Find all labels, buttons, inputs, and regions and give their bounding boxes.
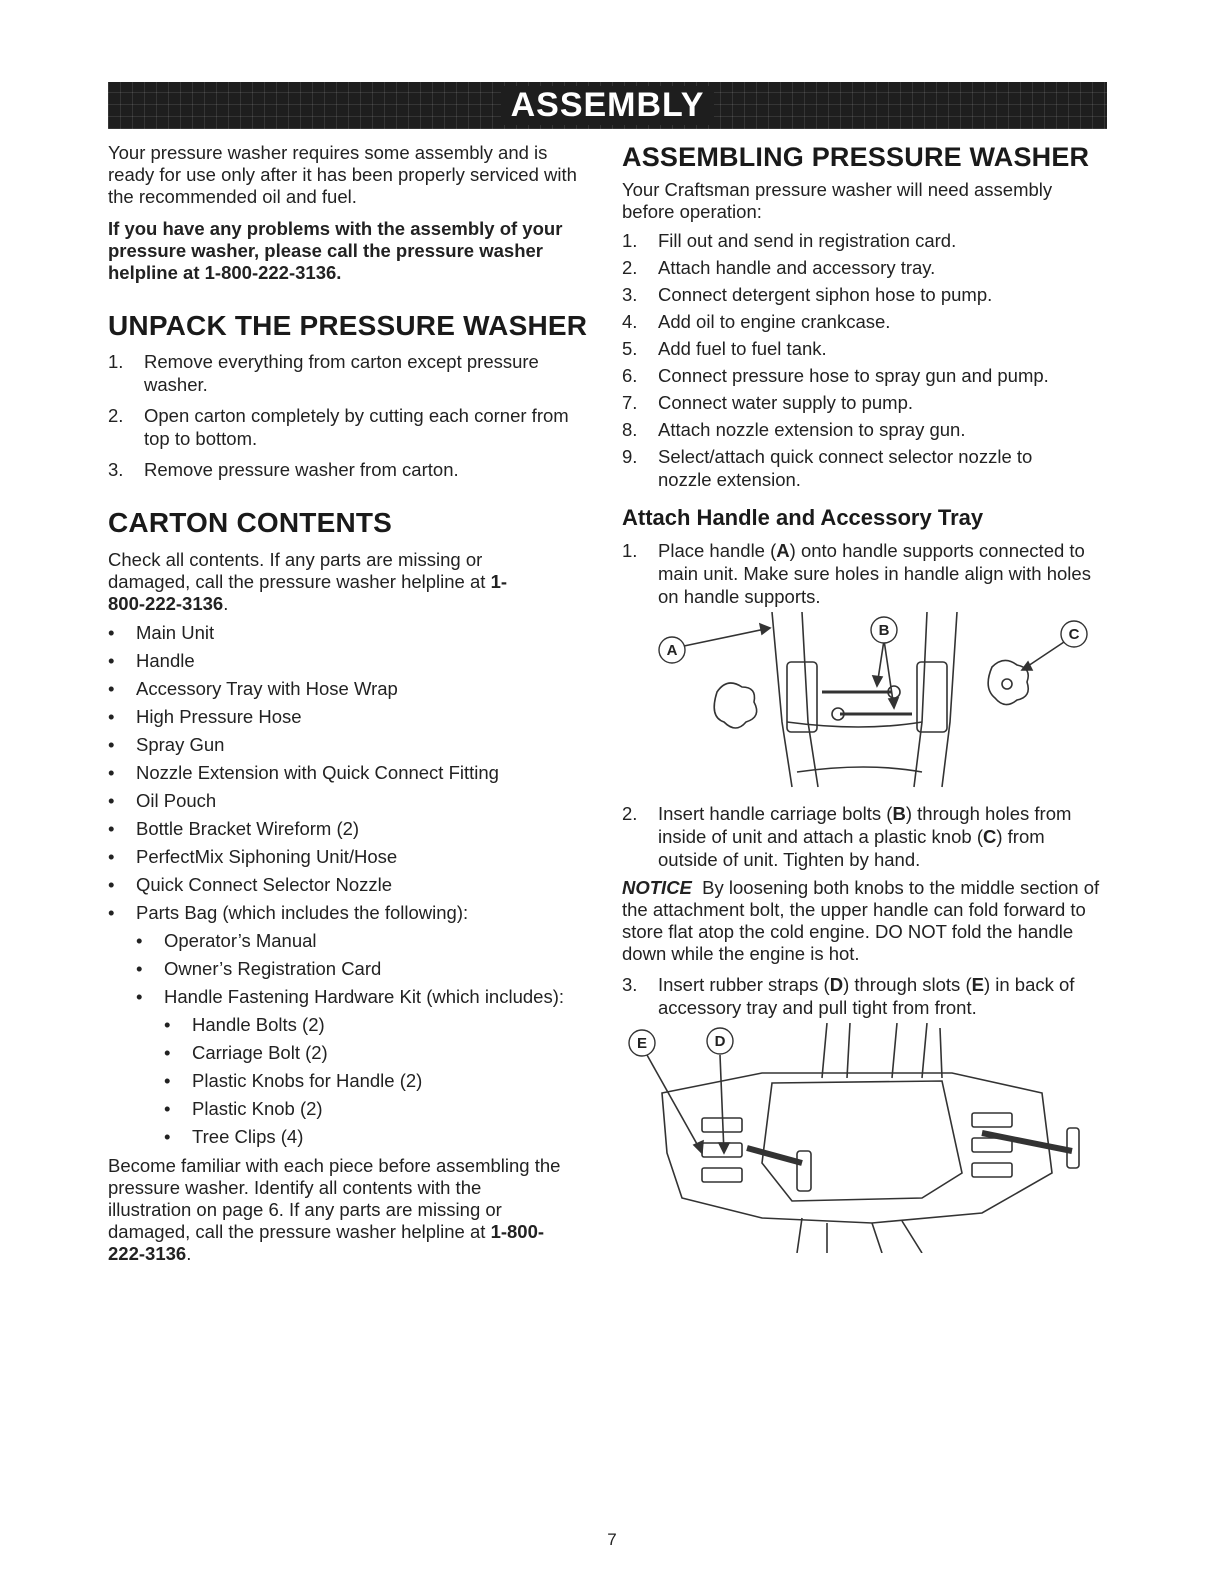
- callout-c: C: [1068, 626, 1080, 643]
- accessory-tray-illustration: [622, 1023, 1112, 1253]
- list-item: 6. Connect pressure hose to spray gun and pump.: [622, 365, 1049, 386]
- attach-heading: Attach Handle and Accessory Tray: [622, 505, 984, 530]
- carton-items: [108, 619, 598, 1151]
- intro-paragraph: Your pressure washer requires some assembly and is ready for use only after it has been properly serviced with the recommended oil and fuel.: [108, 142, 577, 207]
- list-item: 5. Add fuel to fuel tank.: [622, 338, 827, 359]
- page-number: 7: [607, 1530, 617, 1549]
- list-item: 1. Place handle (A) onto handle supports connected to main unit. Make sure holes in handle align with holes on handle supports.: [622, 540, 1091, 607]
- attach-step-1: [622, 539, 1112, 608]
- notice-paragraph: NOTICE By loosening both knobs to the middle section of the attachment bolt, the upper handle can fold forward to store flat atop the cold engine. DO NOT fold the handle down while the engine is hot.: [622, 877, 1100, 964]
- assembling-heading: ASSEMBLING PRESSURE WASHER: [622, 142, 1090, 172]
- list-item: • Plastic Knob (2): [108, 1095, 598, 1123]
- list-item: • Operator’s Manual: [108, 927, 598, 955]
- list-item: • Handle Bolts (2): [108, 1011, 598, 1039]
- list-item: 4. Add oil to engine crankcase.: [622, 311, 891, 332]
- list-item: 8. Attach nozzle extension to spray gun.: [622, 419, 966, 440]
- handle-assembly-illustration: [622, 612, 1112, 802]
- list-item: • Spray Gun: [108, 731, 598, 759]
- callout-e: E: [636, 1035, 648, 1052]
- list-item: 3. Insert rubber straps (D) through slots (E) in back of accessory tray and pull tight from front.: [622, 974, 1075, 1018]
- list-item: • Quick Connect Selector Nozzle: [108, 871, 598, 899]
- unpack-steps: [108, 350, 598, 481]
- list-item: • Nozzle Extension with Quick Connect Fitting: [108, 759, 598, 787]
- list-item: • Owner’s Registration Card: [108, 955, 598, 983]
- list-item: • High Pressure Hose: [108, 703, 598, 731]
- list-item: 3. Connect detergent siphon hose to pump.: [622, 284, 993, 305]
- list-item: • Bottle Bracket Wireform (2): [108, 815, 598, 843]
- list-item: 2. Insert handle carriage bolts (B) through holes from inside of unit and attach a plastic knob (C) from outside of unit. Tighten by hand.: [622, 803, 1072, 870]
- callout-b: B: [878, 622, 890, 639]
- list-item: • Oil Pouch: [108, 787, 598, 815]
- list-item: • Parts Bag (which includes the following):: [108, 899, 598, 927]
- helpline-notice: If you have any problems with the assembly of your pressure washer, please call the pressure washer helpline at 1-800-222-3136.: [108, 218, 563, 283]
- list-item: • Tree Clips (4): [108, 1123, 598, 1151]
- list-item: 2. Attach handle and accessory tray.: [622, 257, 936, 278]
- list-item: • Handle: [108, 647, 598, 675]
- list-item: 9. Select/attach quick connect selector nozzle to nozzle extension.: [622, 446, 1033, 490]
- carton-outro: Become familiar with each piece before assembling the pressure washer. Identify all contents with the illustration on page 6. If any parts are missing or damaged, call the pressure washer helpline at 1-800-222-3136.: [108, 1155, 561, 1264]
- callout-d: D: [714, 1033, 726, 1050]
- attach-step-2: [622, 802, 1112, 871]
- list-item: • Carriage Bolt (2): [108, 1039, 598, 1067]
- assembling-steps: [622, 229, 1112, 491]
- carton-intro: Check all contents. If any parts are missing or damaged, call the pressure washer helpline at 1-800-222-3136.: [108, 549, 508, 614]
- list-item: • Plastic Knobs for Handle (2): [108, 1067, 598, 1095]
- list-item: 3. Remove pressure washer from carton.: [108, 459, 459, 480]
- list-item: 1. Fill out and send in registration card.: [622, 230, 957, 251]
- list-item: 1. Remove everything from carton except pressure washer.: [108, 351, 539, 395]
- assembling-intro: Your Craftsman pressure washer will need assembly before operation:: [622, 179, 1053, 222]
- list-item: • PerfectMix Siphoning Unit/Hose: [108, 843, 598, 871]
- list-item: • Main Unit: [108, 619, 598, 647]
- callout-a: A: [666, 642, 678, 659]
- carton-heading: CARTON CONTENTS: [108, 507, 393, 538]
- list-item: 7. Connect water supply to pump.: [622, 392, 914, 413]
- section-banner: [108, 82, 1107, 129]
- list-item: • Accessory Tray with Hose Wrap: [108, 675, 598, 703]
- list-item: 2. Open carton completely by cutting each corner from top to bottom.: [108, 405, 569, 449]
- attach-step-3: [622, 973, 1112, 1019]
- unpack-heading: UNPACK THE PRESSURE WASHER: [108, 310, 588, 341]
- list-item: • Handle Fastening Hardware Kit (which includes):: [108, 983, 598, 1011]
- left-column: [108, 142, 598, 1265]
- right-column: [622, 142, 1112, 1253]
- banner-title: ASSEMBLY: [501, 86, 715, 125]
